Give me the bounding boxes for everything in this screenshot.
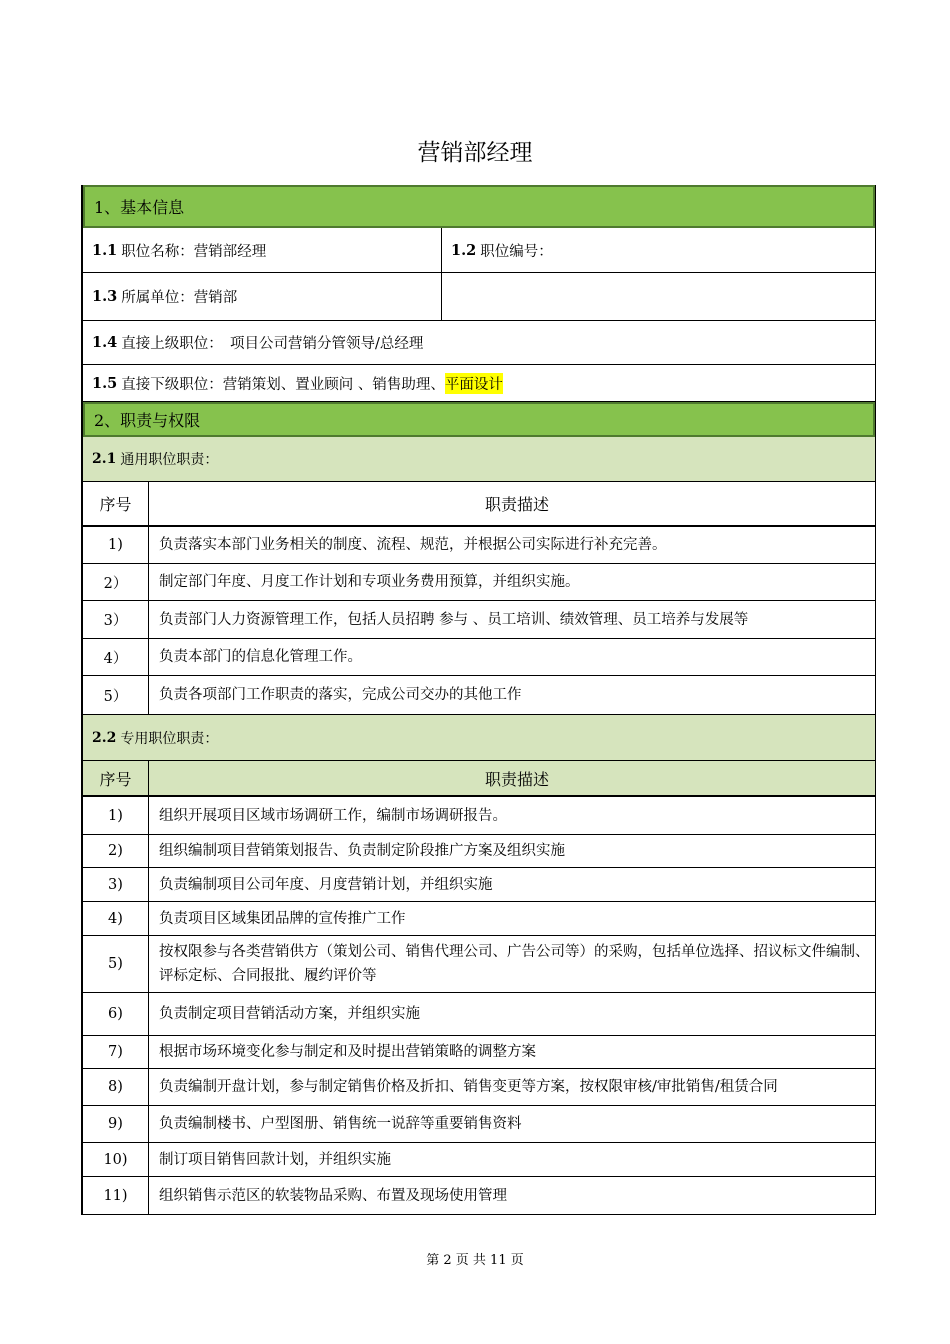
row-description: 组织开展项目区域市场调研工作，编制市场调研报告。 bbox=[159, 807, 507, 824]
subheader-label: 专用职位职责： bbox=[120, 730, 219, 747]
row-number: 5） bbox=[83, 676, 149, 714]
row-description: 负责编制开盘计划，参与制定销售价格及折扣、销售变更等方案，按权限审核/审批销售/租赁合同 bbox=[159, 1079, 778, 1095]
department: 所属单位：营销部 bbox=[121, 290, 238, 306]
row-description: 负责编制楼书、户型图册、销售统一说辞等重要销售资料 bbox=[159, 1116, 522, 1132]
highlighted-text: 平面设计 bbox=[445, 373, 503, 394]
table-row bbox=[83, 936, 875, 993]
row-description: 负责部门人力资源管理工作，包括人员招聘 参与 、员工培训、绩效管理、员工培养与发展等 bbox=[159, 611, 749, 628]
row-subordinates bbox=[83, 365, 875, 402]
position-name-cell bbox=[83, 228, 442, 272]
row-description: 负责编制项目公司年度、月度营销计划，并组织实施 bbox=[159, 876, 493, 893]
row-description: 制定部门年度、月度工作计划和专项业务费用预算，并组织实施。 bbox=[159, 574, 580, 590]
row-number: 4） bbox=[83, 639, 149, 675]
section-title: 2、职责与权限 bbox=[94, 411, 201, 430]
row-description: 负责本部门的信息化管理工作。 bbox=[159, 649, 362, 665]
column-header-number: 序号 bbox=[83, 761, 149, 795]
row-number: 7) bbox=[83, 1036, 149, 1068]
item-number: 1.3 bbox=[92, 288, 118, 305]
row-number: 1) bbox=[83, 797, 149, 834]
row-number: 11) bbox=[83, 1177, 149, 1214]
table-row bbox=[83, 639, 875, 676]
row-number: 3) bbox=[83, 868, 149, 901]
item-number: 2.1 bbox=[92, 451, 117, 467]
table-row bbox=[83, 1069, 875, 1106]
row-number: 2） bbox=[83, 564, 149, 600]
item-number: 1.1 bbox=[92, 241, 118, 259]
specific-table-header bbox=[83, 761, 875, 797]
row-superior bbox=[83, 321, 875, 365]
row-description: 根据市场环境变化参与制定和及时提出营销策略的调整方案 bbox=[159, 1044, 536, 1060]
section-title: 1、基本信息 bbox=[94, 198, 185, 217]
item-number: 1.5 bbox=[92, 374, 118, 392]
row-description: 负责项目区域集团品牌的宣传推广工作 bbox=[159, 910, 406, 927]
column-header-description: 职责描述 bbox=[484, 495, 549, 514]
specific-duties-subheader bbox=[83, 715, 875, 761]
section-basic-info-header bbox=[83, 185, 875, 228]
table-row bbox=[83, 676, 875, 715]
table-row bbox=[83, 564, 875, 601]
table-row bbox=[83, 902, 875, 936]
table-row bbox=[83, 797, 875, 835]
job-description-table bbox=[81, 185, 876, 1215]
row-number: 2) bbox=[83, 835, 149, 867]
table-row bbox=[83, 1143, 875, 1177]
page-footer: 第 2 页 共 11 页 bbox=[426, 1253, 524, 1268]
table-row bbox=[83, 993, 875, 1036]
row-description: 组织编制项目营销策划报告、负责制定阶段推广方案及组织实施 bbox=[159, 843, 565, 859]
row-number: 10) bbox=[83, 1143, 149, 1176]
row-description: 制订项目销售回款计划，并组织实施 bbox=[159, 1151, 391, 1168]
department-cell bbox=[83, 273, 442, 320]
row-number: 1) bbox=[83, 527, 149, 563]
item-number: 1.2 bbox=[451, 241, 477, 259]
subheader-label: 通用职位职责： bbox=[120, 452, 219, 468]
page-title: 营销部经理 bbox=[417, 140, 533, 166]
table-row bbox=[83, 527, 875, 564]
table-row bbox=[83, 1177, 875, 1215]
row-description: 负责落实本部门业务相关的制度、流程、规范，并根据公司实际进行补充完善。 bbox=[159, 537, 667, 553]
table-row bbox=[83, 1036, 875, 1069]
row-number: 8) bbox=[83, 1069, 149, 1105]
table-row bbox=[83, 601, 875, 639]
row-description: 组织销售示范区的软装物品采购、布置及现场使用管理 bbox=[159, 1187, 507, 1204]
row-number: 4) bbox=[83, 902, 149, 935]
row-description: 负责各项部门工作职责的落实，完成公司交办的其他工作 bbox=[159, 687, 522, 703]
row-description: 按权限参与各类营销供方（策划公司、销售代理公司、广告公司等）的采购，包括单位选择、招议标文件编制、评标定标、合同报批、履约评价等 bbox=[159, 944, 870, 984]
row-number: 9) bbox=[83, 1106, 149, 1142]
subordinate-positions: 直接下级职位：营销策划、置业顾问 、销售助理、 bbox=[121, 376, 445, 393]
general-duties-subheader bbox=[83, 437, 875, 482]
table-row bbox=[83, 1106, 875, 1143]
row-number: 6) bbox=[83, 993, 149, 1035]
table-row bbox=[83, 835, 875, 868]
column-header-description: 职责描述 bbox=[484, 769, 549, 789]
item-number: 1.4 bbox=[92, 334, 118, 351]
row-number: 3） bbox=[83, 601, 149, 638]
position-code-cell bbox=[442, 228, 875, 272]
section-duties-header bbox=[83, 402, 875, 437]
row-position-name bbox=[83, 228, 875, 273]
row-department bbox=[83, 273, 875, 321]
empty-cell bbox=[442, 273, 875, 320]
item-number: 2.2 bbox=[92, 729, 117, 746]
superior-position: 直接上级职位： 项目公司营销分管领导/总经理 bbox=[121, 336, 424, 352]
general-table-header bbox=[83, 482, 875, 527]
table-row bbox=[83, 868, 875, 902]
row-number: 5) bbox=[83, 936, 149, 992]
position-code: 职位编号： bbox=[480, 243, 553, 260]
position-name: 职位名称：营销部经理 bbox=[121, 243, 267, 260]
row-description: 负责制定项目营销活动方案，并组织实施 bbox=[159, 1006, 420, 1022]
column-header-number: 序号 bbox=[83, 482, 149, 525]
